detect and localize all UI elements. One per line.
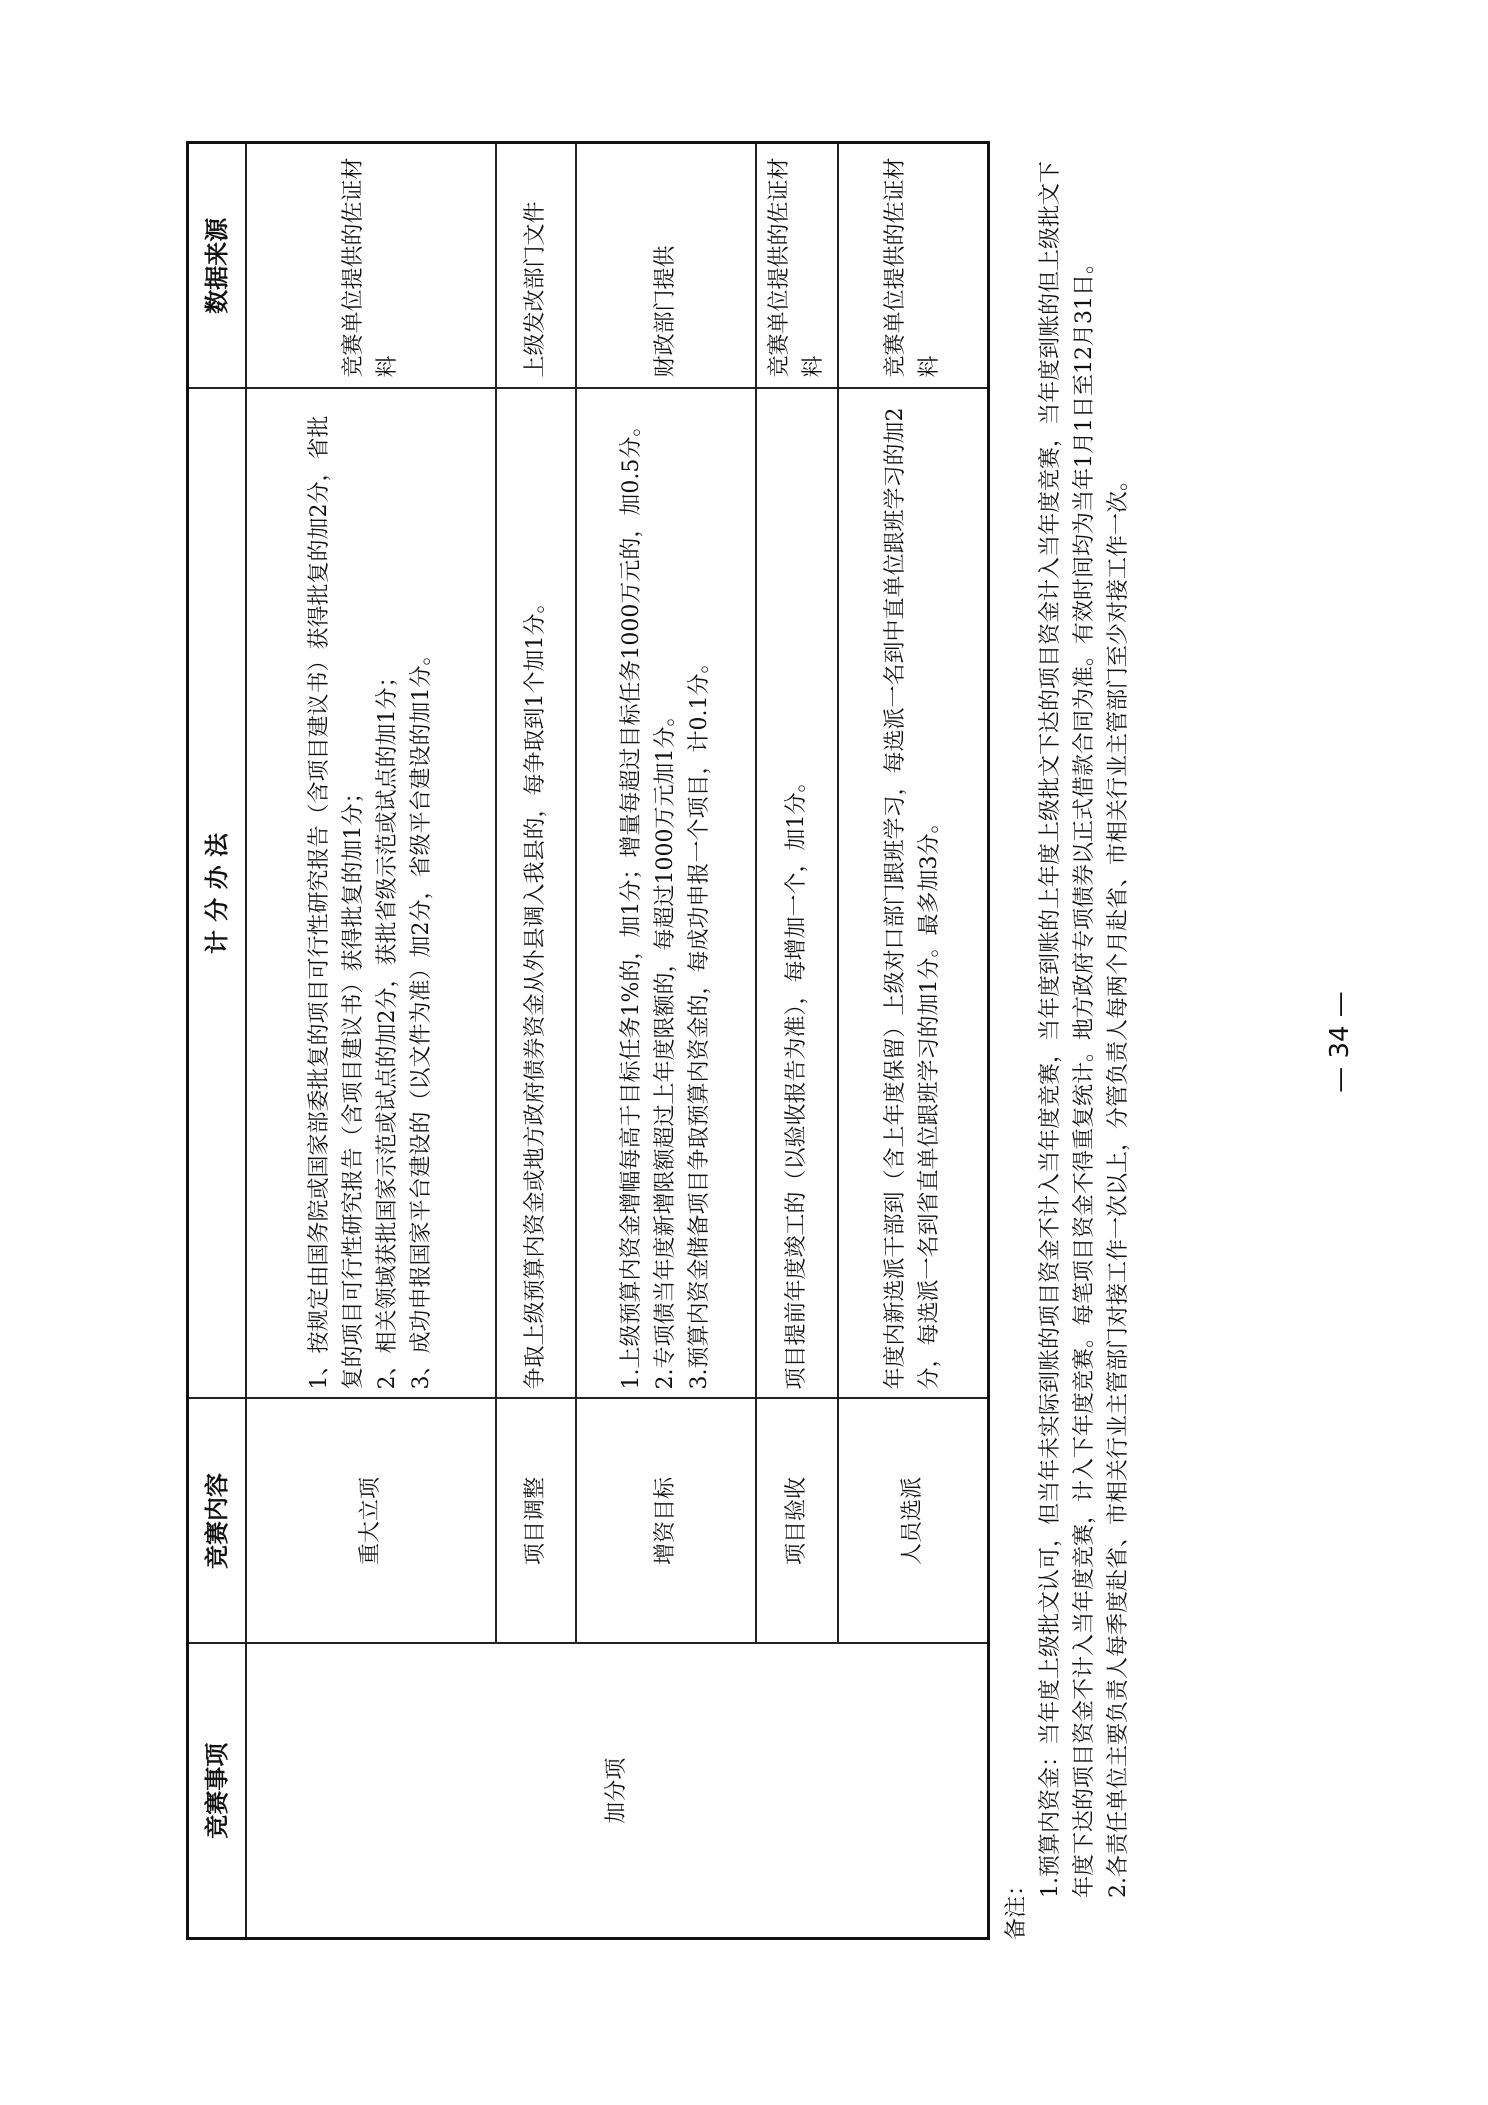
- content-cell: 项目调整: [496, 1399, 576, 1644]
- content-cell: 人员选派: [838, 1399, 988, 1644]
- header-content: 竞赛内容: [188, 1399, 246, 1644]
- method-line: 1.上级预算内资金增幅每高于目标任务1%的，加1分；增量每超过目标任务1000万元的，加0.5分。: [619, 414, 645, 1390]
- method-cell: [246, 389, 496, 1399]
- method-line: 3.预算内资金储备项目争取预算内资金的，每成功申报一个项目，计0.1分。: [687, 651, 713, 1390]
- method-line: 争取上级预算内资金或地方政府债券资金从外县调入我县的，每争取到1个加1分。: [522, 591, 548, 1390]
- method-cell: [576, 389, 756, 1399]
- table-row: [246, 143, 496, 1939]
- method-line: 2.专项债当年度新增限额超过上年度限额的，每超过1000万元加1分。: [653, 704, 679, 1390]
- content-cell: 增资目标: [576, 1399, 756, 1644]
- content-cell: 重大立项: [246, 1399, 496, 1644]
- source-cell: 竞赛单位提供的佐证材料: [756, 143, 838, 389]
- source-cell: 竞赛单位提供的佐证材料: [246, 143, 496, 389]
- method-cell: [496, 389, 576, 1399]
- method-line: 3、成功申报国家平台建设的（以文件为准）加2分，省级平台建设的加1分。: [408, 643, 434, 1390]
- method-line: 年度内新选派干部到（含上年度保留）上级对口部门跟班学习，每选派一名到中直单位跟班学习的加2分，每选派一名到省直单位跟班学习的加1分。最多加3分。: [883, 407, 943, 1390]
- method-line: 项目提前年度竣工的（以验收报告为准），每增加一个，加1分。: [784, 770, 810, 1390]
- page-number: — 34 —: [1325, 991, 1355, 1093]
- header-item: 竞赛事项: [188, 1644, 246, 1939]
- source-cell: 上级发改部门文件: [496, 143, 576, 389]
- header-method: 计 分 办 法: [188, 389, 246, 1399]
- note-item: 2.各责任单位主要负责人每季度赴省、市相关行业主管部门对接工作一次以上，分管负责人每两个月赴省、市相关行业主管部门至少对接工作一次。: [1106, 469, 1131, 1898]
- category-cell: 加分项: [246, 1644, 989, 1939]
- note-item: 1.预算内资金：当年度上级批文认可，但当年未实际到账的项目资金不计入当年度竞赛，当年度到账的上年度上级批文下达的项目资金计入当年度竞赛，当年度到账的但上级批文下年度下达的项目资金不计入当年度竞赛，计入下年度竞赛。每笔项目资金不得重复统计。地方政府专项债券以正式借款合同为准。有效时间均为当年1月1日至12月31日。: [1038, 161, 1097, 1898]
- content-cell: 项目验收: [756, 1399, 838, 1644]
- method-line: 1、按规定由国务院或国家部委批复的项目可行性研究报告（含项目建议书）获得批复的加2分，省批复的项目可行性研究报告（含项目建议书）获得批复的加1分；: [306, 415, 366, 1390]
- method-cell: [756, 389, 838, 1399]
- header-source: 数据来源: [188, 143, 246, 389]
- scoring-table: [186, 141, 990, 1940]
- table-header-row: [188, 143, 246, 1939]
- method-line: 2、相关领域获批国家示范或试点的加2分，获批省级示范或试点的加1分；: [374, 665, 400, 1390]
- notes-title: 备注：: [1004, 1873, 1029, 1940]
- method-cell: [838, 389, 988, 1399]
- source-cell: 竞赛单位提供的佐证材料: [838, 143, 988, 389]
- notes-section: [1000, 140, 1136, 1940]
- source-cell: 财政部门提供: [576, 143, 756, 389]
